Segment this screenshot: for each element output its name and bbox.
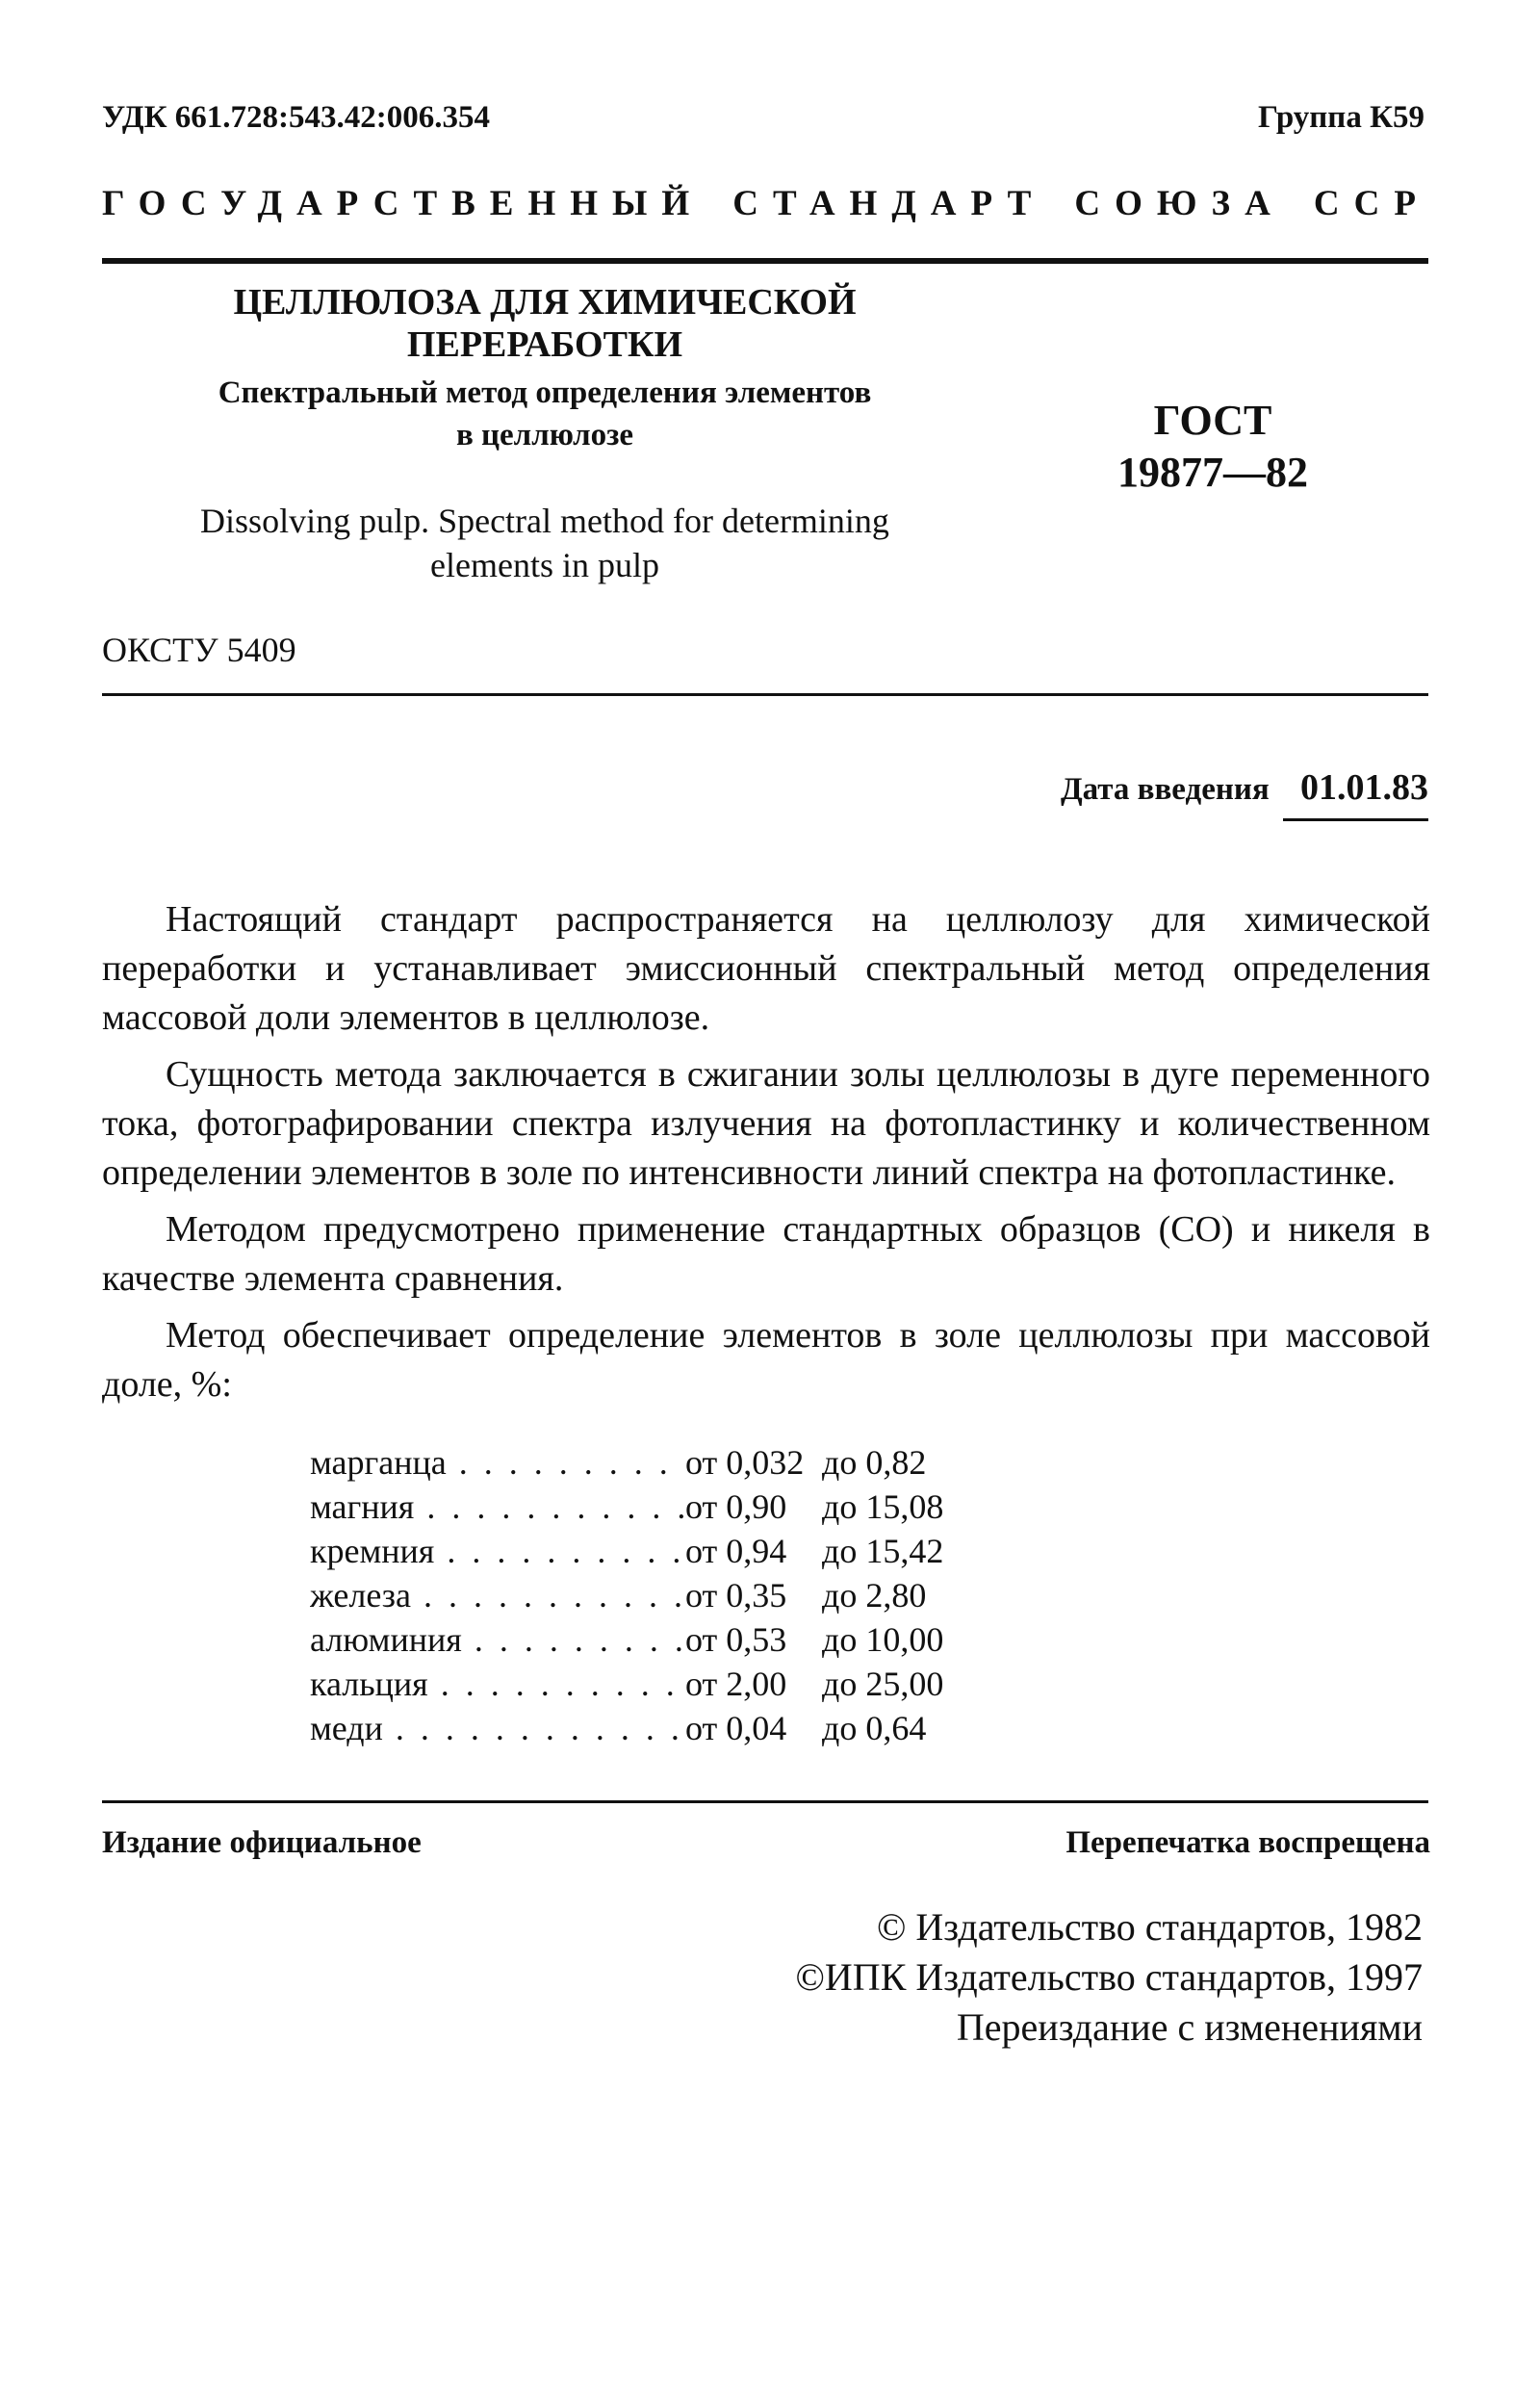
intro-date-value: 01.01.83 <box>1283 766 1428 821</box>
range-element: марганца . . . <box>310 1440 685 1485</box>
subtitle-line-2: в целлюлозе <box>455 418 634 452</box>
paragraph-reference: Методом предусмотрено применение стандартных образцов (СО) и никеля в качестве элемента сравнения. <box>102 1209 1430 1299</box>
state-word-4: ССР <box>1313 184 1430 223</box>
range-to: до 15,08 <box>822 1487 944 1526</box>
header-rule <box>102 258 1428 264</box>
range-row <box>310 1662 957 1706</box>
english-title-line-2: elements in pulp <box>430 546 659 584</box>
reissue-note: Переиздание с изменениями <box>956 2005 1423 2049</box>
range-from: от 0,35 <box>685 1576 787 1615</box>
range-row <box>310 1706 957 1750</box>
range-element: железа . . . <box>310 1573 685 1617</box>
gost-number-block <box>1107 395 1319 499</box>
udc-code: УДК 661.728:543.42:006.354 <box>102 100 490 135</box>
gost-label: ГОСТ <box>1153 397 1272 444</box>
footer-rule <box>102 1800 1428 1803</box>
subtitle-line-1: Спектральный метод определения элементов <box>218 375 872 410</box>
element-ranges-list <box>310 1440 957 1750</box>
range-to: до 15,42 <box>822 1532 944 1570</box>
range-from: от 0,04 <box>685 1709 787 1747</box>
official-edition-note: Издание официальное <box>102 1825 422 1860</box>
range-from: от 0,032 <box>685 1443 805 1482</box>
range-from: от 0,53 <box>685 1620 787 1659</box>
range-to: до 2,80 <box>822 1576 927 1615</box>
state-word-2: СТАНДАРТ <box>732 184 1046 223</box>
paragraph-scope: Настоящий стандарт распространяется на целлюлозу для химической переработки и устанавливает эмиссионный спектральный метод определения массовой доли элементов в целлюлозе. <box>102 899 1430 1038</box>
range-element: кремния . . . <box>310 1529 685 1573</box>
reprint-prohibited-note: Перепечатка воспрещена <box>1065 1825 1430 1860</box>
range-row <box>310 1617 957 1662</box>
range-to: до 0,64 <box>822 1709 927 1747</box>
intro-date <box>1061 766 1428 821</box>
range-to: до 10,00 <box>822 1620 944 1659</box>
title-rule <box>102 693 1428 696</box>
state-word-1: ГОСУДАРСТВЕННЫЙ <box>102 184 705 223</box>
range-to: до 0,82 <box>822 1443 927 1482</box>
gost-number: 19877—82 <box>1117 449 1308 496</box>
paragraph-essence: Сущность метода заключается в сжигании золы целлюлозы в дуге переменного тока, фотографировании спектра излучения на фотопластинку и количественном определении элементов в золе по интенсивности линий спектра на фотопластинке. <box>102 1054 1430 1193</box>
document-title <box>102 281 988 456</box>
range-row <box>310 1573 957 1617</box>
range-row <box>310 1485 957 1529</box>
range-from: от 0,90 <box>685 1487 787 1526</box>
range-row <box>310 1440 957 1485</box>
range-element: алюминия . . . <box>310 1617 685 1662</box>
range-element: меди . . . <box>310 1706 685 1750</box>
paragraph-ranges-intro: Метод обеспечивает определение элементов в золе целлюлозы при массовой доле, %: <box>102 1315 1430 1405</box>
okstu-code: ОКСТУ 5409 <box>102 631 296 669</box>
body-text <box>102 895 1430 1417</box>
english-title-line-1: Dissolving pulp. Spectral method for determining <box>200 502 889 540</box>
copyright-block <box>796 1902 1423 2053</box>
title-line-1: ЦЕЛЛЮЛОЗА ДЛЯ ХИМИЧЕСКОЙ <box>233 282 857 323</box>
title-line-2: ПЕРЕРАБОТКИ <box>406 324 683 365</box>
range-from: от 0,94 <box>685 1532 787 1570</box>
range-from: от 2,00 <box>685 1665 787 1703</box>
range-element: кальция . . . <box>310 1662 685 1706</box>
range-row <box>310 1529 957 1573</box>
group-code: Группа К59 <box>1257 100 1424 135</box>
english-title <box>102 499 988 587</box>
copyright-line-1: © Издательство стандартов, 1982 <box>876 1905 1423 1949</box>
range-to: до 25,00 <box>822 1665 944 1703</box>
copyright-line-2: ©ИПК Издательство стандартов, 1997 <box>795 1955 1423 1999</box>
state-word-3: СОЮЗА <box>1074 184 1285 223</box>
intro-date-label: Дата введения <box>1060 772 1270 807</box>
range-element: магния . . . <box>310 1485 685 1529</box>
state-standard-heading <box>102 183 1430 224</box>
